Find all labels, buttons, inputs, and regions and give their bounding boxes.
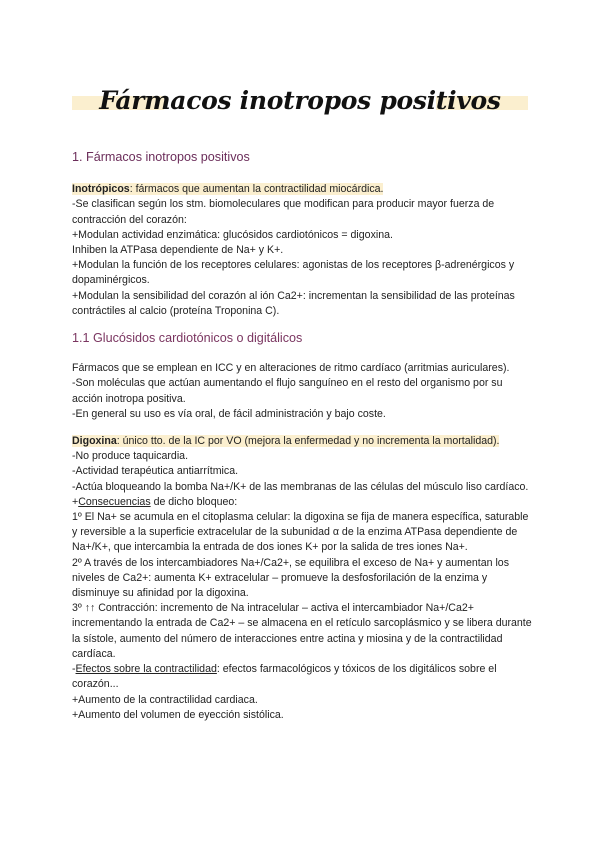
document-body <box>72 150 532 723</box>
efectos-line <box>72 662 532 692</box>
efecto-2: +Aumento del volumen de eyección sistólica. <box>72 708 284 721</box>
s2-line-2: -En general su uso es vía oral, de fácil administración y bajo coste. <box>72 407 386 420</box>
digoxina-line-1: -Actividad terapéutica antiarrítmica. <box>72 465 239 478</box>
intro-definition: : fármacos que aumentan la contractilidad miocárdica. <box>129 183 384 196</box>
s1-line-3: +Modulan la función de los receptores celulares: agonistas de los receptores β-adrenérgicos y dopaminérgicos. <box>72 259 515 287</box>
spacer <box>72 422 532 434</box>
consecuencias-term: Consecuencias <box>78 495 151 508</box>
s1-line-0: -Se clasifican según los stm. biomoleculares que modifican para producir mayor fuerza de contracción del corazón: <box>72 198 495 226</box>
consecuencias-prefix: + <box>72 495 79 508</box>
digoxina-line-2: -Actúa bloqueando la bomba Na+/K+ de las membranas de las células del músculo liso cardíaco. <box>72 480 529 493</box>
page-title: Fármacos inotropos positivos <box>99 86 501 115</box>
digoxina-paragraph <box>72 434 532 449</box>
intro-paragraph <box>72 182 532 197</box>
intro-highlight <box>72 183 383 195</box>
section-heading-1: 1. Fármacos inotropos positivos <box>72 150 250 164</box>
consecuencias-line <box>72 495 532 510</box>
title-block <box>72 84 528 124</box>
efectos-rest: : efectos farmacológicos y tóxicos de los digitálicos sobre el corazón... <box>72 663 497 691</box>
efecto-1: +Aumento de la contractilidad cardiaca. <box>72 693 258 706</box>
consecuencia-3: 3º ↑↑ Contracción: incremento de Na intracelular – activa el intercambiador Na+/Ca2+ incrementando la entrada de Ca2+ – se almacena en el retículo sarcoplásmico y se libera durante la sístole, aumento del número de interacciones entre actina y miosina y de la contractilidad cardíaca. <box>72 602 532 660</box>
efectos-prefix: - <box>72 663 76 676</box>
consecuencias-rest: de dicho bloqueo: <box>150 495 238 508</box>
s2-line-1: -Son moléculas que actúan aumentando el flujo sanguíneo en el resto del organismo por su acción inotropa positiva. <box>72 377 503 405</box>
efectos-term: Efectos sobre la contractilidad <box>75 663 217 676</box>
digoxina-highlight <box>72 435 499 447</box>
section-heading-1-1: 1.1 Glucósidos cardiotónicos o digitálicos <box>72 331 303 346</box>
consecuencia-2: 2º A través de los intercambiadores Na+/Ca2+, se equilibra el exceso de Na+ y aumentan los niveles de Ca2+: aumenta K+ extracelular – promueve la desfosforilación de la enzima y disminuye su afinidad por la digoxina. <box>72 556 509 600</box>
digoxina-definition: : único tto. de la IC por VO (mejora la enfermedad y no incrementa la mortalidad). <box>116 435 500 448</box>
digoxina-term: Digoxina <box>72 435 117 448</box>
digoxina-line-0: -No produce taquicardia. <box>72 450 189 463</box>
intro-term: Inotrópicos <box>72 183 130 196</box>
s1-line-2: Inhiben la ATPasa dependiente de Na+ y K+. <box>72 244 284 257</box>
s1-line-4: +Modulan la sensibilidad del corazón al ión Ca2+: incrementan la sensibilidad de las proteínas contráctiles al calcio (proteína Troponina C). <box>72 289 515 317</box>
consecuencia-1: 1º El Na+ se acumula en el citoplasma celular: la digoxina se fija de manera específica, saturable y reversible a la superficie extracelular de la subunidad α de la enzima ATPasa dependiente de Na+/K+, que intercambia la entrada de dos iones K+ por la salida de tres iones Na+. <box>72 511 529 554</box>
s2-line-0: Fármacos que se emplean en ICC y en alteraciones de ritmo cardíaco (arritmias auriculares). <box>72 362 510 375</box>
s1-line-1: +Modulan actividad enzimática: glucósidos cardiotónicos = digoxina. <box>72 228 393 241</box>
